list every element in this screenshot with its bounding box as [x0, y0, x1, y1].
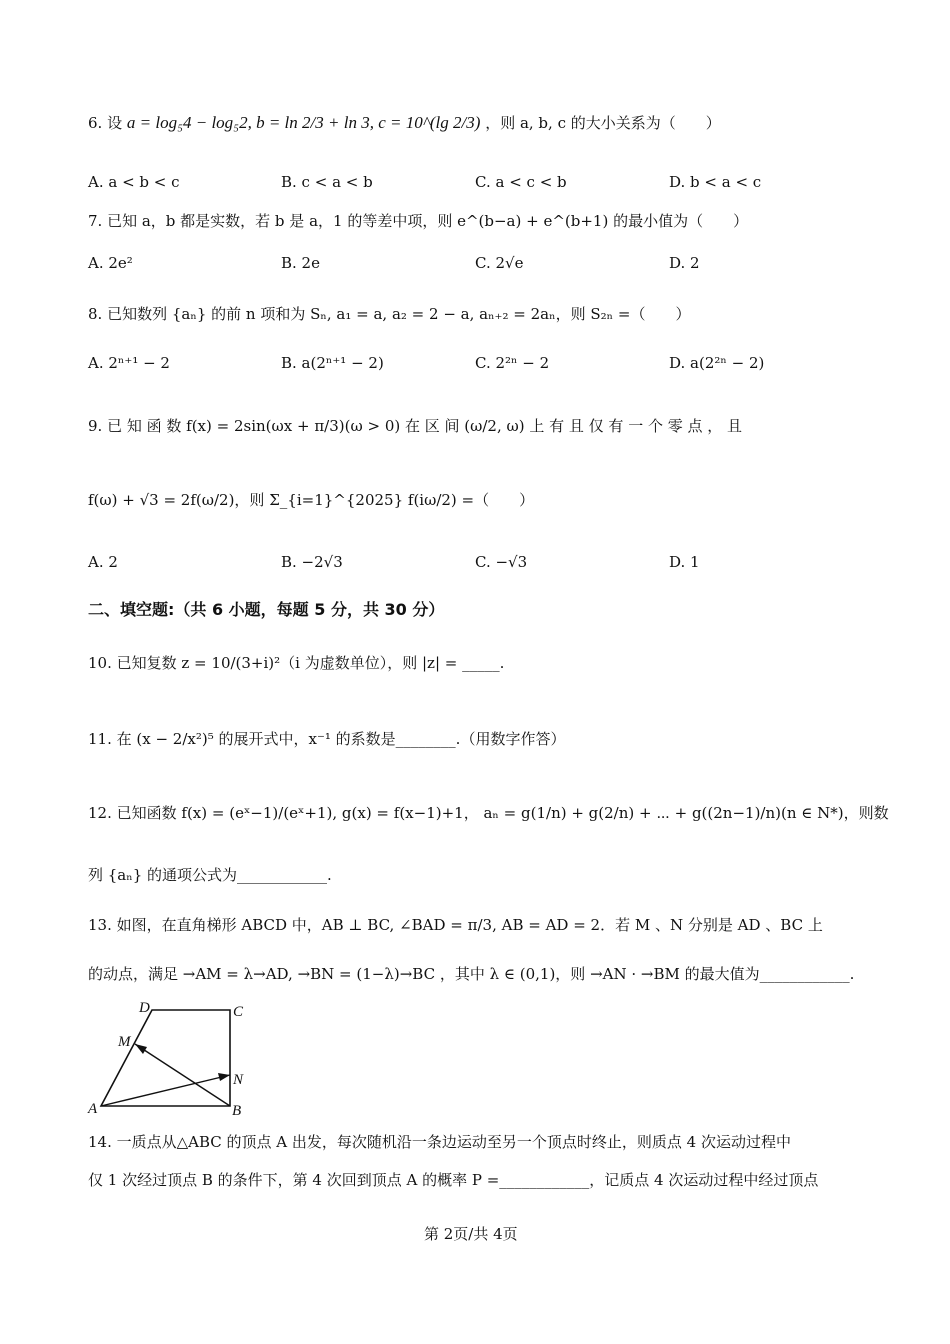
question-14-line-2: 仅 1 次经过顶点 B 的条件下，第 4 次回到顶点 A 的概率 P =____________，记质点 4 次运动过程中经过顶点	[88, 1171, 819, 1189]
page-footer: 第 2页/共 4页	[424, 1225, 518, 1243]
question-9-line-2: f(ω) + √3 = 2f(ω/2)，则 Σ_{i=1}^{2025} f(iω/2) =（ ）	[88, 491, 535, 509]
q7-option-a: A. 2e²	[88, 254, 133, 272]
vector-an	[101, 1075, 230, 1106]
q6-option-c: C. a < c < b	[475, 173, 567, 191]
label-c: C	[233, 1004, 244, 1020]
trapezoid-figure	[85, 998, 260, 1120]
trapezoid-abcd	[101, 1010, 230, 1106]
arrow-m	[135, 1044, 147, 1054]
q6-option-a: A. a < b < c	[88, 173, 180, 191]
question-14-line-1: 14. 一质点从△ABC 的顶点 A 出发，每次随机沿一条边运动至另一个顶点时终止，则质点 4 次运动过程中	[88, 1133, 791, 1151]
arrow-n	[218, 1073, 230, 1081]
question-13-line-1: 13. 如图，在直角梯形 ABCD 中，AB ⊥ BC, ∠BAD = π/3, AB = AD = 2．若 M 、N 分别是 AD 、BC 上	[88, 916, 823, 934]
vector-bm	[135, 1044, 230, 1106]
label-b: B	[232, 1103, 242, 1119]
label-a: A	[88, 1101, 98, 1117]
q7-option-d: D. 2	[669, 254, 700, 272]
q7-option-b: B. 2e	[281, 254, 320, 272]
question-6	[88, 112, 721, 133]
q8-option-b: B. a(2ⁿ⁺¹ − 2)	[281, 354, 384, 372]
question-9-line-1: 9. 已 知 函 数 f(x) = 2sin(ωx + π/3)(ω > 0) 在 区 间 (ω/2, ω) 上 有 且 仅 有 一 个 零 点 ， 且	[88, 417, 743, 435]
q8-option-a: A. 2ⁿ⁺¹ − 2	[88, 354, 170, 372]
q7-option-c: C. 2√e	[475, 254, 524, 272]
q9-option-d: D. 1	[669, 553, 700, 571]
q6-stem: 6. 设	[88, 114, 123, 132]
q6-option-d: D. b < a < c	[669, 173, 762, 191]
q8-option-c: C. 2²ⁿ − 2	[475, 354, 550, 372]
q6-expression: a = log₅4 − log₅2, b = ln 2/3 + ln 3, c = 10^(lg 2/3)	[126, 113, 481, 132]
q6-option-b: B. c < a < b	[281, 173, 373, 191]
question-11: 11. 在 (x − 2/x²)⁵ 的展开式中，x⁻¹ 的系数是________.（用数字作答）	[88, 730, 566, 748]
q9-option-b: B. −2√3	[281, 553, 343, 571]
label-m: M	[118, 1034, 131, 1050]
label-n: N	[233, 1072, 244, 1088]
question-12-line-1: 12. 已知函数 f(x) = (eˣ−1)/(eˣ+1), g(x) = f(x−1)+1， aₙ = g(1/n) + g(2/n) + ⋯ + g((2n−1)/n)(n ∈ N*)，则数	[88, 804, 889, 822]
q9-option-a: A. 2	[88, 553, 118, 571]
question-7: 7. 已知 a，b 都是实数，若 b 是 a，1 的等差中项，则 e^(b−a) + e^(b+1) 的最小值为（ ）	[88, 212, 749, 230]
label-d: D	[139, 1000, 150, 1016]
question-10: 10. 已知复数 z = 10/(3+i)²（i 为虚数单位），则 |z| = _____.	[88, 654, 505, 672]
q9-option-c: C. −√3	[475, 553, 528, 571]
question-12-line-2: 列 {aₙ} 的通项公式为____________.	[88, 866, 332, 884]
section-2-title: 二、填空题:（共 6 小题，每题 5 分，共 30 分）	[88, 600, 445, 619]
question-13-line-2: 的动点，满足 →AM = λ→AD, →BN = (1−λ)→BC ，其中 λ ∈ (0,1)，则 →AN · →BM 的最大值为____________.	[88, 965, 855, 983]
q6-tail: ，则 a, b, c 的大小关系为（ ）	[485, 114, 721, 132]
q8-option-d: D. a(2²ⁿ − 2)	[669, 354, 765, 372]
question-8: 8. 已知数列 {aₙ} 的前 n 项和为 Sₙ, a₁ = a, a₂ = 2 − a, aₙ₊₂ = 2aₙ，则 S₂ₙ =（ ）	[88, 305, 691, 323]
